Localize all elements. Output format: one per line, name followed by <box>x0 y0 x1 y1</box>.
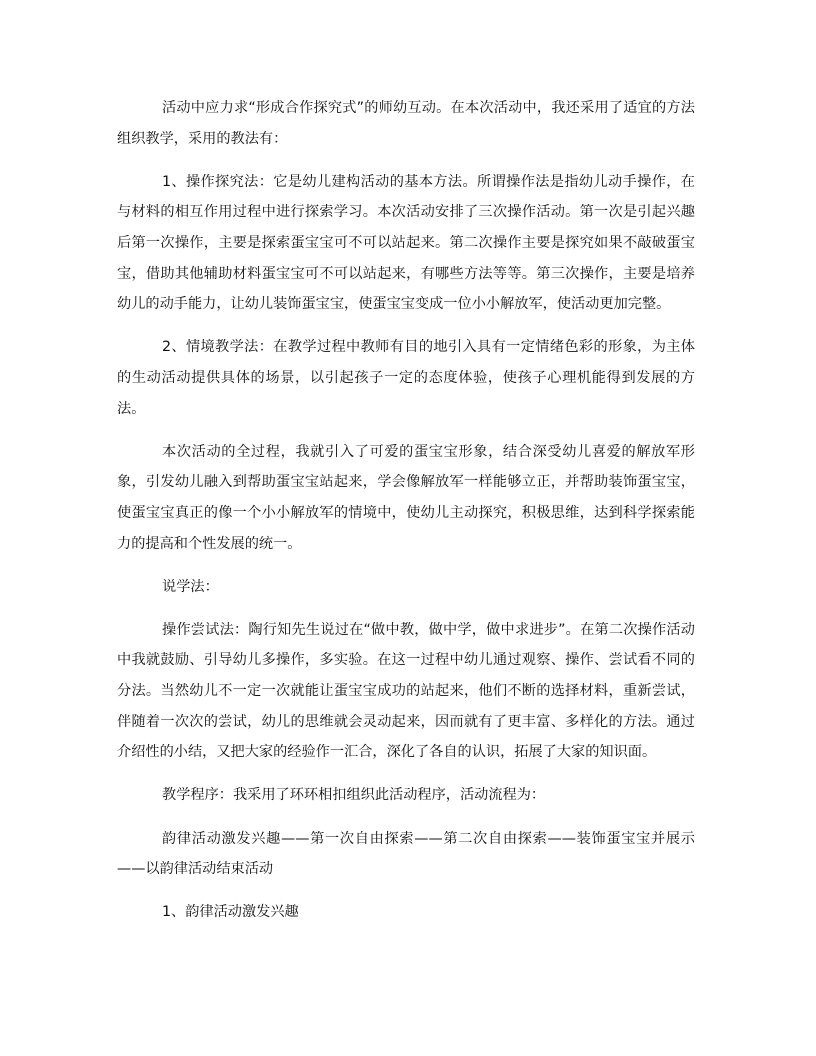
document-page <box>117 93 695 941</box>
paragraph-trial-method: 操作尝试法：陶行知先生说过在“做中教，做中学，做中求进步”。在第二次操作活动中我就鼓励、引导幼儿多操作，多实验。在这一过程中幼儿通过观察、操作、尝试看不同的分法。当然幼儿不一定一次就能让蛋宝宝成功的站起来，他们不断的选择材料，重新尝试，伴随着一次次的尝试，幼儿的思维就会灵动起来，因而就有了更丰富、多样化的方法。通过介绍性的小结，又把大家的经验作一汇合，深化了各自的认识，拓展了大家的知识面。 <box>117 621 695 761</box>
paragraph-situation-method: 2、情境教学法：在教学过程中教师有目的地引入具有一定情绪色彩的形象，为主体的生动活动提供具体的场景，以引起孩子一定的态度体验，使孩子心理机能得到发展的方法。 <box>117 339 695 417</box>
paragraph-operation-method: 1、操作探究法：它是幼儿建构活动的基本方法。所谓操作法是指幼儿动手操作，在与材料的相互作用过程中进行探索学习。本次活动安排了三次操作活动。第一次是引起兴趣后第一次操作，主要是探索蛋宝宝可不可以站起来。第二次操作主要是探究如果不敲破蛋宝宝，借助其他辅助材料蛋宝宝可不可以站起来，有哪些方法等等。第三次操作，主要是培养幼儿的动手能力，让幼儿装饰蛋宝宝，使蛋宝宝变成一位小小解放军，使活动更加完整。 <box>117 173 695 313</box>
paragraph-learning-method-heading: 说学法： <box>162 578 219 595</box>
paragraph-teaching-procedure: 教学程序：我采用了环环相扣组织此活动程序，活动流程为： <box>162 787 546 804</box>
paragraph-teaching-intro: 活动中应力求“形成合作探究式”的师幼互动。在本次活动中，我还采用了适宜的方法组织教学，采用的教法有： <box>117 100 695 147</box>
paragraph-step-one-heading: 1、韵律活动激发兴趣 <box>162 904 299 921</box>
paragraph-activity-process: 本次活动的全过程，我就引入了可爱的蛋宝宝形象，结合深受幼儿喜爱的解放军形象，引发幼儿融入到帮助蛋宝宝站起来，学会像解放军一样能够立正，并帮助装饰蛋宝宝，使蛋宝宝真正的像一个小小解放军的情境中，使幼儿主动探究，积极思维，达到科学探索能力的提高和个性发展的统一。 <box>117 443 695 552</box>
paragraph-activity-flow: 韵律活动激发兴趣——第一次自由探索——第二次自由探索——装饰蛋宝宝并展示——以韵律活动结束活动 <box>117 830 695 878</box>
